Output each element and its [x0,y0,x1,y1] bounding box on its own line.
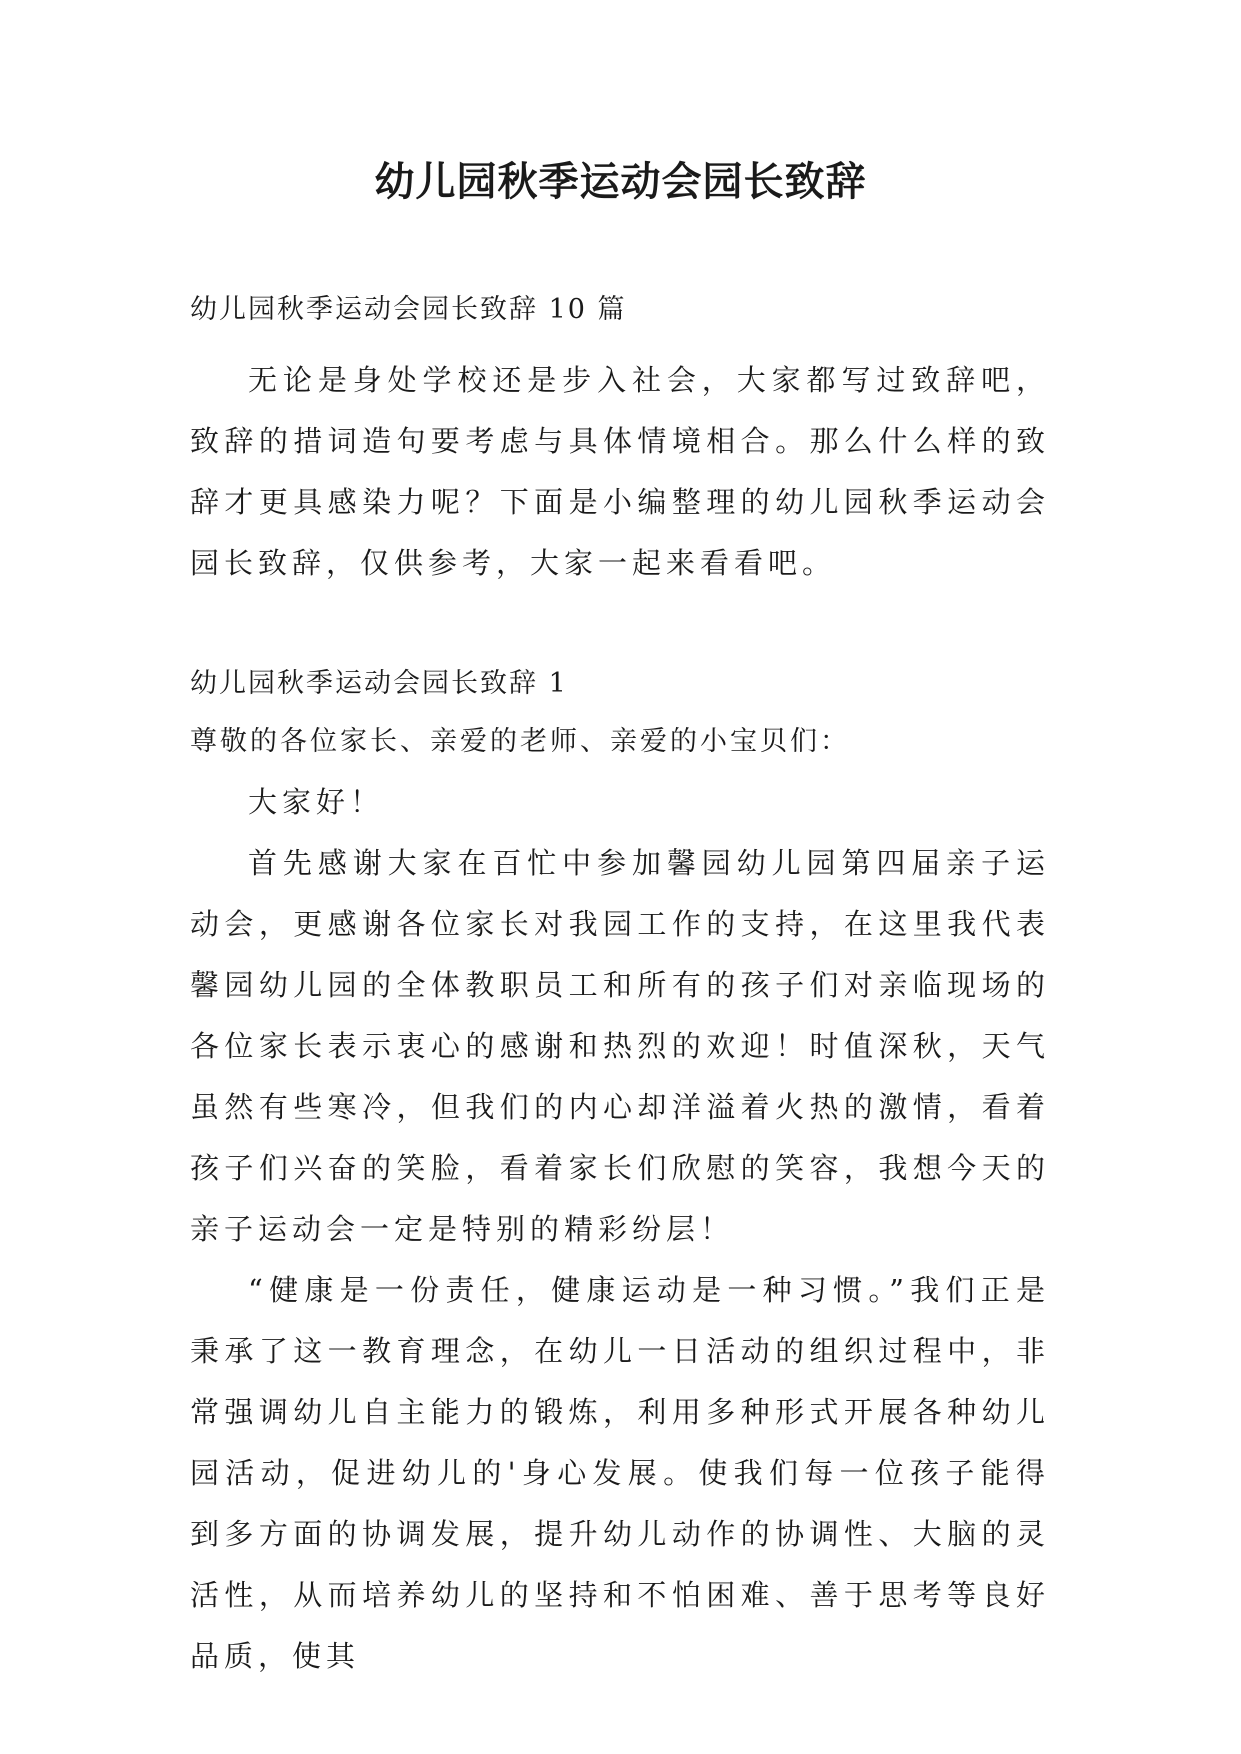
salutation: 尊敬的各位家长、亲爱的老师、亲爱的小宝贝们： [190,726,850,757]
intro-paragraph: 无论是身处学校还是步入社会，大家都写过致辞吧，致辞的措词造句要考虑与具体情境相合。那么什么样的致辞才更具感染力呢？下面是小编整理的幼儿园秋季运动会园长致辞，仅供参考，大家一起来看看吧。 [190,363,1050,580]
section-heading: 幼儿园秋季运动会园长致辞 1 [190,668,568,699]
body-paragraph-1: 首先感谢大家在百忙中参加馨园幼儿园第四届亲子运动会，更感谢各位家长对我园工作的支持，在这里我代表馨园幼儿园的全体教职员工和所有的孩子们对亲临现场的各位家长表示衷心的感谢和热烈的欢迎！时值深秋，天气虽然有些寒冷，但我们的内心却洋溢着火热的激情，看着孩子们兴奋的笑脸，看着家长们欣慰的笑容，我想今天的亲子运动会一定是特别的精彩纷层！ [190,846,1050,1246]
document-body [190,290,1050,1687]
body-paragraph-2: “健康是一份责任，健康运动是一种习惯。”我们正是秉承了这一教育理念，在幼儿一日活动的组织过程中，非常强调幼儿自主能力的锻炼，利用多种形式开展各种幼儿园活动，促进幼儿的'身心发展。使我们每一位孩子能得到多方面的协调发展，提升幼儿动作的协调性、大脑的灵活性，从而培养幼儿的坚持和不怕困难、善于思考等良好品质，使其 [190,1273,1050,1673]
document-title: 幼儿园秋季运动会园长致辞 [374,159,867,205]
collection-heading: 幼儿园秋季运动会园长致辞 10 篇 [190,294,627,325]
greeting: 大家好！ [248,785,385,819]
